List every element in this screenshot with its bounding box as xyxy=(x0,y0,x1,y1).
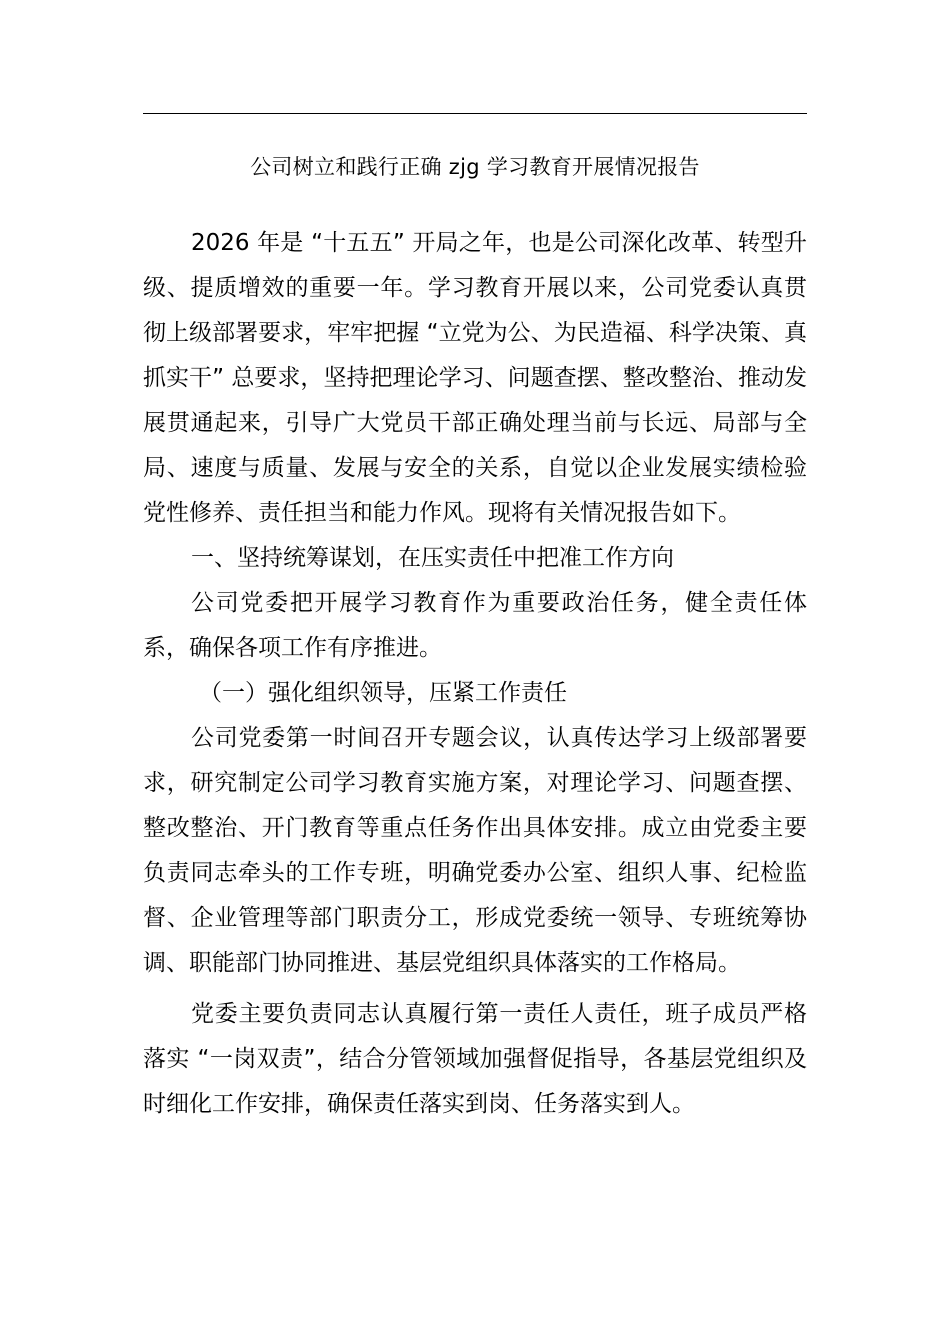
section-heading-1: 一、坚持统筹谋划，在压实责任中把准工作方向 xyxy=(191,545,674,571)
document-title: 公司树立和践行正确 zjg 学习教育开展情况报告 xyxy=(250,155,700,179)
header-rule xyxy=(143,113,807,114)
intro-paragraph: 2026 年是 “十五五” 开局之年，也是公司深化改革、转型升级、提质增效的重要一年。学习教育开展以来，公司党委认真贯彻上级部署要求，牢牢把握 “立党为公、为民造福、科学决策、真抓实干” 总要求，坚持把理论学习、问题查摆、整改整治、推动发展贯通起来，引导广大党员干部正确处理当前与长远、局部与全局、速度与质量、发展与安全的关系，自觉以企业发展实绩检验党性修养、责任担当和能力作风。现将有关情况报告如下。 xyxy=(143,230,807,526)
subsection-paragraph-2: 党委主要负责同志认真履行第一责任人责任，班子成员严格落实 “一岗双责”，结合分管领域加强督促指导，各基层党组织及时细化工作安排，确保责任落实到岗、任务落实到人。 xyxy=(143,1001,807,1117)
subsection-paragraph-1: 公司党委第一时间召开专题会议，认真传达学习上级部署要求，研究制定公司学习教育实施方案，对理论学习、问题查摆、整改整治、开门教育等重点任务作出具体安排。成立由党委主要负责同志牵头的工作专班，明确党委办公室、组织人事、纪检监督、企业管理等部门职责分工，形成党委统一领导、专班统筹协调、职能部门协同推进、基层党组织具体落实的工作格局。 xyxy=(143,725,807,976)
document-body xyxy=(143,221,807,1127)
subsection-heading-1: （一）强化组织领导，压紧工作责任 xyxy=(199,680,567,706)
section-lead-paragraph: 公司党委把开展学习教育作为重要政治任务，健全责任体系，确保各项工作有序推进。 xyxy=(143,590,807,661)
